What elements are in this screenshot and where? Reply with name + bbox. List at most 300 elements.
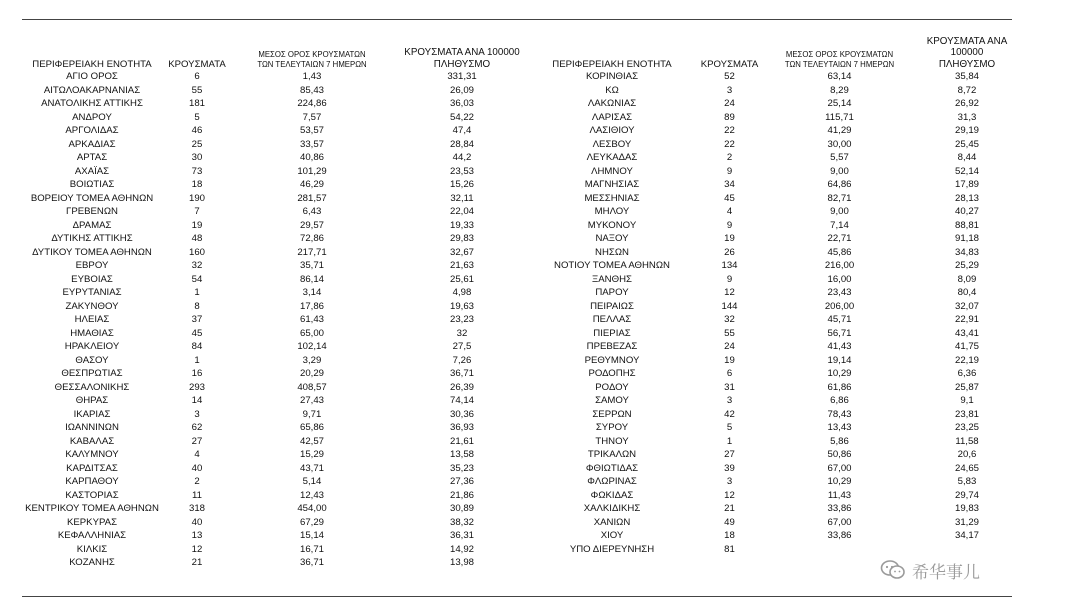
right-per-100k-value: 35,84 [954,71,979,82]
right-avg-value: 82,71 [827,192,852,204]
left-region-name: ΗΜΑΘΙΑΣ [70,327,114,339]
right-per-100k-value: 26,92 [954,98,979,109]
right-avg-value [767,543,912,557]
header-per-line2: ΠΛΗΘΥΣΜΟ [938,58,996,70]
right-avg-value: 61,86 [827,381,852,393]
right-region-name: ΛΕΥΚΑΔΑΣ [586,152,638,163]
right-cases-value: 22 [724,125,735,136]
left-cases-value: 7 [194,206,200,217]
left-cases-value: 293 [188,381,205,393]
left-avg-value: 86,14 [299,273,324,285]
right-cases-value: 89 [724,111,735,123]
right-cases-value: 24 [724,98,735,109]
left-region-name: ΕΒΡΟΥ [75,260,109,271]
left-region-name: ΚΕΡΚΥΡΑΣ [66,516,117,528]
left-region-name: ΕΥΡΥΤΑΝΙΑΣ [62,287,122,298]
right-avg-value: 7,14 [830,219,849,231]
left-per-100k-value: 21,61 [449,435,474,447]
right-region-name: ΤΗΝΟΥ [595,435,629,447]
left-avg-value: 40,86 [299,152,324,163]
left-per-100k-value: 14,92 [449,543,474,555]
right-cases-value: 26 [724,246,735,258]
bottom-rule [22,596,1012,597]
right-per-100k-value: 19,83 [954,503,979,514]
right-avg-value: 5,86 [830,435,849,447]
right-region-name: ΡΟΔΟΠΗΣ [588,368,636,379]
right-per-100k-value: 23,81 [954,408,979,420]
left-avg-value: 408,57 [297,381,327,393]
left-cases-value: 25 [191,138,203,150]
right-avg-value: 216,00 [824,260,855,271]
left-region-name: ΑΧΑΪΑΣ [74,165,110,177]
right-avg-value: 33,86 [827,530,852,541]
right-cases-value: 22 [724,138,735,150]
left-avg-value: 15,29 [299,449,324,460]
right-per-100k-value: 8,44 [957,152,977,163]
left-per-100k-value: 13,58 [449,449,474,460]
header-avg-line2: ΤΩΝ ΤΕΛΕΥΤΑΙΩΝ 7 ΗΜΕΡΩΝ [257,60,367,69]
header-cases-left: ΚΡΟΥΣΜΑΤΑ [168,59,226,70]
left-cases-value: 8 [194,300,200,312]
left-avg-value: 33,57 [299,138,324,150]
left-avg-value: 85,43 [299,84,324,96]
right-per-100k-value: 25,29 [954,260,979,271]
right-region-name: ΠΕΛΛΑΣ [592,314,632,325]
left-region-name: ΑΙΤΩΛΟΑΚΑΡΝΑΝΙΑΣ [43,84,141,96]
right-cases-value: 49 [724,516,735,528]
right-region-name: ΧΙΟΥ [600,530,624,541]
right-per-100k-value: 31,3 [957,111,977,123]
right-region-name: ΛΑΣΙΘΙΟΥ [589,125,635,136]
right-region-name: ΧΑΛΚΙΔΙΚΗΣ [583,503,641,514]
right-per-100k-value: 24,65 [954,462,979,474]
left-cases-value: 37 [191,314,203,325]
left-per-100k-value: 26,39 [449,381,474,393]
right-region-name: ΜΕΣΣΗΝΙΑΣ [584,192,640,204]
left-region-name: ΒΟΙΩΤΙΑΣ [69,179,115,190]
right-region-name: ΚΩ [605,84,619,96]
right-region-name: ΦΘΙΩΤΙΔΑΣ [585,462,639,474]
left-per-100k-value: 27,5 [452,341,472,352]
left-per-100k-value: 32 [456,327,468,339]
left-region-name: ΚΕΦΑΛΛΗΝΙΑΣ [57,530,127,541]
header-per-right [912,35,1022,70]
right-avg-value: 64,86 [827,179,852,190]
right-cases-value: 5 [726,422,733,433]
left-cases-value: 181 [188,98,205,109]
left-avg-value: 72,86 [299,233,324,244]
right-region-name: ΤΡΙΚΑΛΩΝ [587,449,637,460]
header-avg-line2: ΤΩΝ ΤΕΛΕΥΤΑΙΩΝ 7 ΗΜΕΡΩΝ [784,60,895,69]
right-cases-value: 21 [724,503,735,514]
right-per-100k-value: 34,83 [954,246,979,258]
right-per-100k-value: 28,13 [954,192,979,204]
left-cases-value: 160 [188,246,205,258]
right-avg-value: 41,29 [827,125,852,136]
left-cases-value: 11 [192,489,202,501]
left-per-100k-value: 30,36 [449,408,474,420]
left-avg-value: 20,29 [299,368,324,379]
left-cases-value: 21 [191,557,203,568]
right-avg-value: 23,43 [827,287,852,298]
left-region-name: ΑΝΔΡΟΥ [72,111,112,123]
left-per-100k-value: 25,61 [449,273,474,285]
left-avg-value: 16,71 [299,543,324,555]
right-cases-value: 144 [721,300,738,312]
right-avg-value: 45,71 [827,314,852,325]
right-avg-value: 78,43 [827,408,852,420]
left-per-100k-value: 74,14 [449,395,474,406]
right-per-100k-value: 52,14 [954,165,979,177]
left-avg-value: 65,00 [299,327,324,339]
left-avg-value: 101,29 [297,165,327,177]
right-cases-value: 52 [724,71,735,82]
right-cases-value: 45 [724,192,735,204]
left-per-100k-value: 331,31 [447,71,477,82]
watermark [880,559,980,581]
left-avg-value: 1,43 [302,71,322,82]
right-avg-value: 10,29 [827,368,852,379]
left-region-name: ΚΕΝΤΡΙΚΟΥ ΤΟΜΕΑ ΑΘΗΝΩΝ [25,503,159,514]
left-per-100k-value: 36,31 [449,530,474,541]
left-cases-value: 62 [191,422,203,433]
wechat-icon [880,559,906,581]
left-cases-value: 73 [191,165,203,177]
right-cases-value: 19 [724,354,735,366]
header-avg-left [232,40,392,70]
right-avg-value: 5,57 [830,152,849,163]
right-per-100k-value: 22,19 [954,354,979,366]
left-avg-value: 29,57 [299,219,324,231]
left-region-name: ΔΥΤΙΚΟΥ ΤΟΜΕΑ ΑΘΗΝΩΝ [32,246,152,258]
left-per-100k-value: 47,4 [452,125,472,136]
left-per-100k-value: 23,23 [449,314,474,325]
left-per-100k-value: 23,53 [449,165,474,177]
right-cases-value: 6 [726,368,733,379]
left-avg-value: 15,14 [299,530,324,541]
right-region-name: ΦΛΩΡΙΝΑΣ [587,476,637,487]
right-per-100k-value: 25,87 [954,381,979,393]
left-avg-value: 7,57 [302,111,322,123]
left-avg-value: 53,57 [299,125,324,136]
right-cases-value: 18 [724,530,735,541]
left-cases-value: 12 [191,543,203,555]
left-cases-value: 16 [191,368,203,379]
right-avg-value: 22,71 [827,233,852,244]
right-region-name: ΛΗΜΝΟΥ [591,165,633,177]
left-cases-value: 2 [194,476,200,487]
watermark-text: 希华事儿 [912,562,980,582]
left-avg-value: 35,71 [299,260,324,271]
right-per-100k-value: 43,41 [954,327,979,339]
right-cases-value: 24 [724,341,735,352]
left-region-name: ΑΓΙΟ ΟΡΟΣ [66,71,118,82]
left-cases-value: 48 [191,233,203,244]
left-region-name: ΑΡΓΟΛΙΔΑΣ [65,125,119,136]
left-avg-value: 3,14 [302,287,322,298]
header-per-line1: ΚΡΟΥΣΜΑΤΑ ΑΝΑ 100000 [926,35,1008,58]
right-avg-value: 45,86 [827,246,852,258]
right-avg-value: 50,86 [827,449,852,460]
left-region-name: ΚΟΖΑΝΗΣ [69,557,115,568]
right-avg-value: 25,14 [827,98,852,109]
left-per-100k-value: 32,67 [449,246,474,258]
right-per-100k-value: 6,36 [957,368,977,379]
left-region-name: ΘΗΡΑΣ [75,395,109,406]
right-avg-value: 67,00 [827,462,852,474]
right-avg-value: 16,00 [827,273,852,285]
left-cases-value: 40 [191,516,203,528]
right-cases-value: 2 [726,152,733,163]
left-cases-value: 14 [191,395,203,406]
left-cases-value: 27 [191,435,203,447]
right-avg-value: 19,14 [827,354,852,366]
left-per-100k-value: 35,23 [449,462,474,474]
left-per-100k-value: 32,11 [450,192,474,204]
right-region-name: ΛΕΣΒΟΥ [592,138,632,150]
left-cases-value: 318 [188,503,205,514]
left-per-100k-value: 36,71 [449,368,474,379]
left-avg-value: 17,86 [299,300,324,312]
right-cases-value: 31 [724,381,735,393]
left-avg-value: 67,29 [299,516,324,528]
right-cases-value [692,556,767,570]
left-cases-value: 5 [194,111,200,123]
left-per-100k-value: 30,89 [449,503,474,514]
left-region-name: ΚΑΒΑΛΑΣ [69,435,115,447]
left-region-name: ΑΝΑΤΟΛΙΚΗΣ ΑΤΤΙΚΗΣ [41,98,143,109]
left-per-100k-value: 19,33 [449,219,474,231]
left-cases-value: 54 [191,273,203,285]
left-per-100k-value: 44,2 [452,152,472,163]
header-per-line1: ΚΡΟΥΣΜΑΤΑ ΑΝΑ 100000 [404,47,520,58]
right-per-100k-value: 25,45 [954,138,979,150]
right-region-name: ΠΕΙΡΑΙΩΣ [590,300,634,312]
right-avg-value: 67,00 [827,516,852,528]
left-per-100k-value: 38,32 [449,516,474,528]
left-region-name: ΔΥΤΙΚΗΣ ΑΤΤΙΚΗΣ [51,233,133,244]
left-per-100k-value: 21,86 [449,489,474,501]
left-region-name: ΑΡΤΑΣ [76,152,108,163]
left-cases-value: 40 [191,462,203,474]
left-region-name: ΙΚΑΡΙΑΣ [73,408,111,420]
right-per-100k-value: 9,1 [960,395,974,406]
left-cases-value: 30 [191,152,203,163]
right-avg-value: 56,71 [827,327,852,339]
right-per-100k-value: 8,09 [957,273,977,285]
header-avg-line1: ΜΕΣΟΣ ΟΡΟΣ ΚΡΟΥΣΜΑΤΩΝ [258,50,366,59]
left-region-name: ΕΥΒΟΙΑΣ [71,273,113,285]
left-region-name: ΖΑΚΥΝΘΟΥ [65,300,119,312]
left-cases-value: 84 [191,341,203,352]
regional-cases-table [22,35,1022,570]
right-per-100k-value: 31,29 [954,516,979,528]
right-region-name: ΣΑΜΟΥ [595,395,629,406]
right-per-100k-value: 40,27 [954,206,979,217]
right-avg-value: 8,29 [830,84,849,96]
right-cases-value: 9 [726,273,733,285]
left-per-100k-value: 21,63 [449,260,474,271]
left-region-name: ΑΡΚΑΔΙΑΣ [68,138,116,150]
right-avg-value: 10,29 [827,476,852,487]
left-avg-value: 43,71 [299,462,324,474]
right-cases-value: 55 [724,327,735,339]
right-region-name: ΜΑΓΝΗΣΙΑΣ [584,179,640,190]
left-per-100k-value: 26,09 [449,84,474,96]
left-cases-value: 190 [188,192,205,204]
left-per-100k-value: 36,93 [449,422,474,433]
right-region-name: ΞΑΝΘΗΣ [592,273,632,285]
left-avg-value: 5,14 [302,476,322,487]
left-per-100k-value: 22,04 [449,206,474,217]
right-avg-value: 63,14 [827,71,852,82]
left-cases-value: 1 [194,287,200,298]
left-per-100k-value: 7,26 [452,354,472,366]
left-avg-value: 224,86 [297,98,327,109]
right-region-name: ΥΠΟ ΔΙΕΡΕΥΝΗΣΗ [569,543,655,555]
left-per-100k-value: 28,84 [449,138,474,150]
left-avg-value: 102,14 [297,341,327,352]
right-per-100k-value: 32,07 [954,300,979,312]
left-cases-value: 45 [191,327,203,339]
left-avg-value: 36,71 [299,557,324,568]
left-cases-value: 13 [191,530,203,541]
left-region-name: ΗΛΕΙΑΣ [74,314,110,325]
left-region-name: ΘΕΣΠΡΩΤΙΑΣ [61,368,123,379]
right-region-name: ΜΗΛΟΥ [594,206,630,217]
right-cases-value: 39 [724,462,735,474]
right-cases-value: 34 [724,179,735,190]
left-per-100k-value: 13,98 [449,557,474,568]
right-cases-value: 19 [724,233,735,244]
left-region-name: ΚΑΛΥΜΝΟΥ [65,449,119,460]
header-per-left [392,40,532,70]
left-avg-value: 65,86 [299,422,324,433]
right-avg-value: 6,86 [830,395,849,406]
left-region-name: ΘΑΣΟΥ [75,354,109,366]
left-cases-value: 6 [194,71,200,82]
left-region-name: ΚΑΡΠΑΘΟΥ [65,476,119,487]
right-per-100k-value: 29,74 [954,489,979,501]
right-per-100k-value: 11,58 [955,435,979,447]
right-cases-value: 9 [726,219,733,231]
left-per-100k-value: 15,26 [449,179,474,190]
right-region-name: ΦΩΚΙΔΑΣ [590,489,634,501]
right-per-100k-value: 20,6 [957,449,977,460]
right-cases-value: 27 [724,449,735,460]
left-avg-value: 12,43 [299,489,324,501]
header-region-left: ΠΕΡΙΦΕΡΕΙΑΚΗ ΕΝΟΤΗΤΑ [32,59,152,70]
right-per-100k-value: 17,89 [954,179,979,190]
left-region-name: ΒΟΡΕΙΟΥ ΤΟΜΕΑ ΑΘΗΝΩΝ [30,192,154,204]
right-per-100k-value: 91,18 [954,233,979,244]
left-region-name: ΔΡΑΜΑΣ [72,219,112,231]
right-region-name: ΛΑΚΩΝΙΑΣ [587,98,637,109]
right-cases-value: 42 [724,408,735,420]
right-per-100k-value: 29,19 [954,125,979,136]
left-cases-value: 3 [194,408,200,420]
left-region-name: ΓΡΕΒΕΝΩΝ [66,206,118,217]
left-avg-value: 454,00 [297,503,327,514]
right-avg-value: 30,00 [827,138,852,150]
left-avg-value: 281,57 [297,192,327,204]
header-per-line2: ΠΛΗΘΥΣΜΟ [433,58,491,70]
left-avg-value: 27,43 [299,395,324,406]
right-avg-value: 9,00 [830,165,849,177]
right-region-name: ΜΥΚΟΝΟΥ [587,219,637,231]
right-per-100k-value: 80,4 [957,287,977,298]
left-per-100k-value: 54,22 [449,111,474,123]
right-per-100k-value: 8,72 [957,84,977,96]
header-avg-right [767,40,912,70]
right-cases-value: 32 [724,314,735,325]
left-per-100k-value: 36,03 [449,98,474,109]
left-region-name: ΗΡΑΚΛΕΙΟΥ [64,341,120,352]
right-region-name: ΣΥΡΟΥ [595,422,629,433]
right-cases-value: 81 [724,543,735,555]
left-per-100k-value: 29,83 [449,233,474,244]
right-avg-value: 13,43 [827,422,852,433]
right-region-name: ΠΑΡΟΥ [595,287,629,298]
right-per-100k-value: 88,81 [954,219,979,231]
left-region-name: ΙΩΑΝΝΙΝΩΝ [65,422,119,433]
left-cases-value: 19 [191,219,203,231]
right-cases-value: 3 [726,84,733,96]
left-cases-value: 4 [194,449,200,460]
left-avg-value: 3,29 [302,354,322,366]
right-region-name: ΝΗΣΩΝ [595,246,629,258]
right-cases-value: 12 [724,489,735,501]
right-per-100k-value [912,543,1022,557]
right-cases-value: 3 [726,395,733,406]
left-cases-value: 46 [191,125,203,136]
left-cases-value: 18 [191,179,203,190]
left-region-name: ΚΑΡΔΙΤΣΑΣ [66,462,118,474]
left-cases-value: 55 [191,84,203,96]
right-per-100k-value: 34,17 [954,530,979,541]
left-per-100k-value: 27,36 [449,476,474,487]
left-avg-value: 217,71 [297,246,327,258]
right-cases-value: 9 [726,165,733,177]
left-cases-value: 32 [191,260,203,271]
right-cases-value: 134 [721,260,738,271]
left-cases-value: 1 [194,354,200,366]
left-per-100k-value: 4,98 [452,287,472,298]
right-region-name: ΣΕΡΡΩΝ [592,408,632,420]
right-per-100k-value: 41,75 [954,341,979,352]
left-avg-value: 61,43 [299,314,324,325]
right-cases-value: 4 [726,206,733,217]
header-cases-right: ΚΡΟΥΣΜΑΤΑ [700,59,759,70]
left-region-name: ΘΕΣΣΑΛΟΝΙΚΗΣ [54,381,130,393]
right-cases-value: 12 [724,287,735,298]
right-region-name: ΠΙΕΡΙΑΣ [593,327,631,339]
right-region-name: ΛΑΡΙΣΑΣ [591,111,633,123]
right-region-name: ΡΟΔΟΥ [595,381,629,393]
right-region-name [532,556,692,570]
right-per-100k-value: 23,25 [954,422,979,433]
right-cases-value: 3 [726,476,733,487]
right-per-100k-value: 22,91 [954,314,979,325]
right-region-name: ΡΕΘΥΜΝΟΥ [584,354,640,366]
left-region-name: ΚΑΣΤΟΡΙΑΣ [65,489,119,501]
top-rule [22,19,1012,20]
right-per-100k-value: 5,83 [957,476,977,487]
right-avg-value: 33,86 [827,503,852,514]
left-per-100k-value: 19,63 [449,300,474,312]
right-avg-value: 206,00 [824,300,855,312]
right-avg-value: 11,43 [827,489,852,501]
